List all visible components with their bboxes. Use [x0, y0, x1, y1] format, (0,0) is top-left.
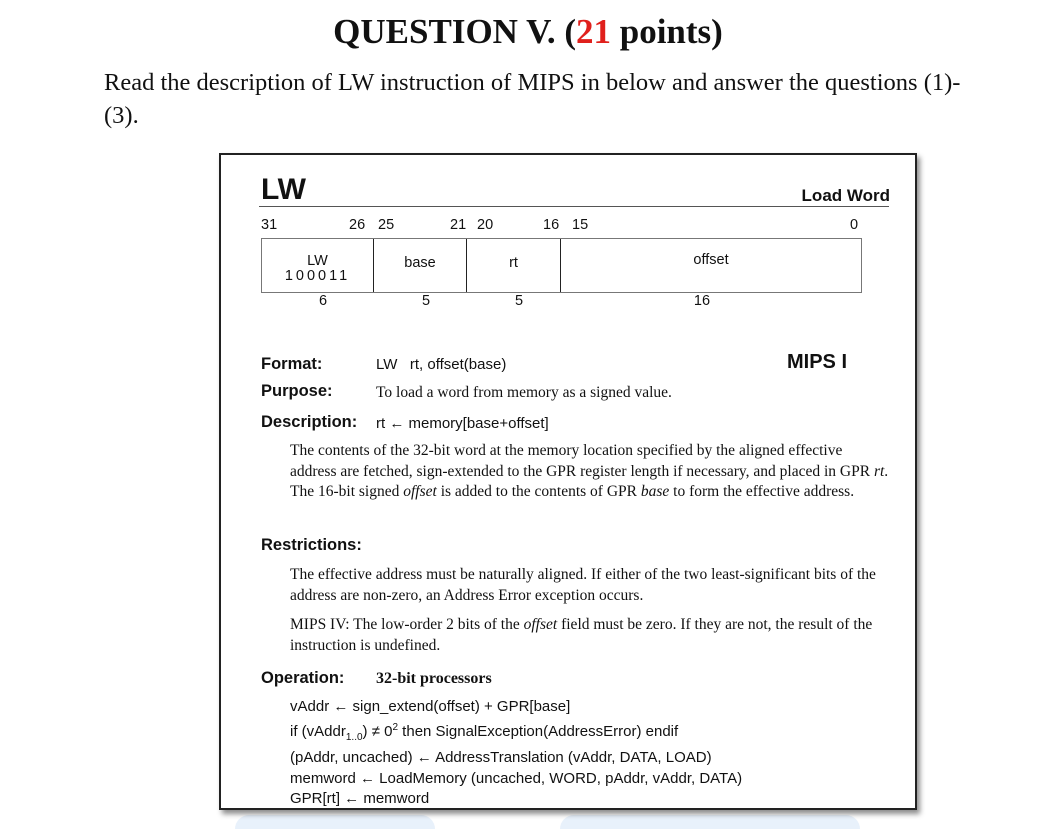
- restriction-alignment: The effective address must be naturally aligned. If either of the two least-significant bits of the address are non-zero, an Address Error exception occurs.: [290, 566, 876, 604]
- field-base: base: [374, 239, 467, 292]
- header-rule: [259, 206, 889, 207]
- question-intro: Read the description of LW instruction of MIPS in below and answer the questions (1)-(3).: [104, 69, 961, 129]
- code-line: if (vAddr$_{1..0}$) ≠ $0^2$ then SignalException(AddressError) endif: [290, 721, 679, 743]
- description-text: The contents of the 32-bit word at the memory location specified by the aligned effective address are fetched, sign-extended to the GPR register length if necessary, and placed in GPR rt. The 16-bit signed offset is added to the contents of GPR base to form the effective address.: [290, 442, 889, 500]
- code-line: vAddr ← sign_extend(offset) + GPR[base]: [290, 698, 571, 715]
- field-opcode: LW 100011: [262, 239, 374, 292]
- bit-number: 25: [378, 217, 395, 233]
- bit-number: 16: [543, 217, 560, 233]
- bit-number: 26: [349, 217, 366, 233]
- watermark-shape: [560, 815, 860, 829]
- operation-label: Operation:: [261, 669, 345, 687]
- instruction-mnemonic: LW: [261, 173, 306, 206]
- field-size: 5: [421, 293, 431, 309]
- field-rt: rt: [467, 239, 561, 292]
- operation-pseudocode: [290, 697, 742, 810]
- question-title: QUESTION V. (21 points): [333, 12, 723, 51]
- restriction-mips-iv: MIPS IV: The low-order 2 bits of the offset field must be zero. If they are not, the result of the instruction is undefined.: [290, 616, 873, 654]
- bit-number: 20: [477, 217, 494, 233]
- field-size: 16: [693, 293, 711, 309]
- field-size: 5: [514, 293, 524, 309]
- description-label: Description:: [261, 413, 358, 431]
- watermark-shape: [235, 815, 435, 829]
- instruction-encoding: [261, 238, 862, 293]
- points-value: 21: [575, 12, 611, 51]
- purpose-label: Purpose:: [261, 382, 333, 400]
- format-value: LW rt, offset(base): [376, 356, 507, 373]
- field-offset: offset: [693, 252, 729, 268]
- restrictions-label: Restrictions:: [261, 536, 362, 554]
- instruction-name: Load Word: [801, 186, 890, 205]
- instruction-reference-box: [219, 153, 917, 810]
- code-line: memword ← LoadMemory (uncached, WORD, pAddr, vAddr, DATA): [290, 769, 743, 787]
- code-line: (pAddr, uncached) ← AddressTranslation (vAddr, DATA, LOAD): [290, 749, 712, 767]
- bit-number: 31: [261, 217, 278, 233]
- bit-number: 0: [850, 217, 859, 233]
- bit-number: 21: [450, 217, 467, 233]
- field-size: 6: [318, 293, 328, 309]
- code-line: GPR[rt] ← memword: [290, 790, 430, 808]
- description-operation: rt ← memory[base+offset]: [376, 415, 549, 432]
- isa-level: MIPS I: [787, 351, 848, 373]
- purpose-value: To load a word from memory as a signed value.: [376, 384, 672, 401]
- operation-subtitle: 32-bit processors: [376, 670, 492, 687]
- bit-number: 15: [572, 217, 589, 233]
- format-label: Format:: [261, 355, 323, 373]
